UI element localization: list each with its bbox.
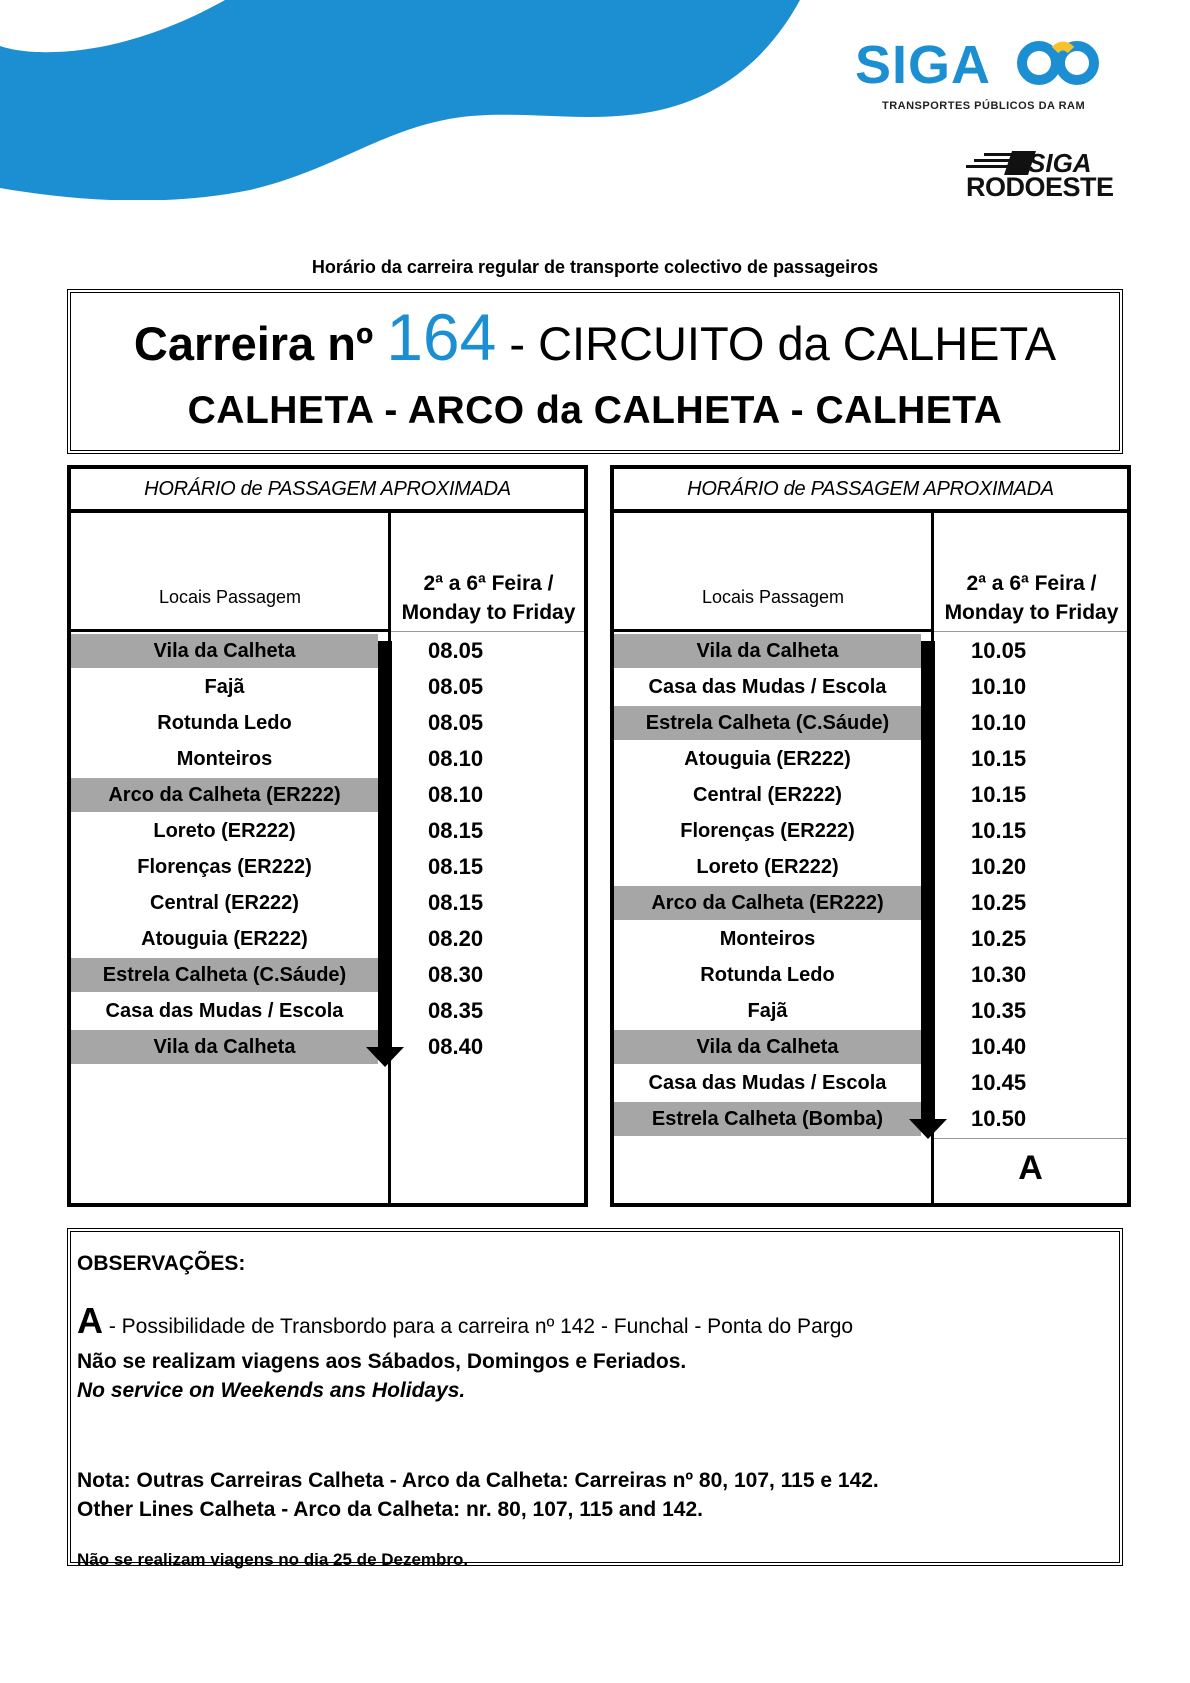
header-wave-decoration	[0, 0, 800, 200]
timetable-row	[71, 1029, 584, 1065]
stop-name: Monteiros	[176, 748, 273, 770]
timetable-row	[614, 1029, 1127, 1065]
stop-time: 08.05	[428, 638, 484, 663]
observations-box	[67, 1228, 1123, 1569]
timetable-row	[614, 813, 1127, 849]
stop-time: 10.10	[971, 674, 1027, 699]
column-header-weekdays-en: Monday to Friday	[401, 601, 576, 624]
timetable-row	[614, 1101, 1127, 1137]
observation-note-a	[77, 1300, 853, 1342]
siga-logo	[855, 34, 1105, 114]
stop-name: Fajã	[747, 1000, 788, 1022]
timetable-row	[614, 993, 1127, 1029]
stop-time: 10.15	[971, 818, 1027, 843]
timetable-row	[71, 669, 584, 705]
stop-time: 10.45	[971, 1070, 1027, 1095]
note-a-text: - Possibilidade de Transbordo para a carreira nº 142 - Funchal - Ponta do Pargo	[103, 1315, 854, 1338]
timetable-rows	[614, 633, 1127, 1187]
stop-name: Central (ER222)	[693, 784, 842, 806]
stop-time: 08.10	[428, 782, 484, 807]
timetable-row	[614, 921, 1127, 957]
timetable-panel-morning	[67, 465, 588, 1207]
no-service-notice-en: No service on Weekends ans Holidays.	[77, 1379, 466, 1402]
other-lines-note-pt: Nota: Outras Carreiras Calheta - Arco da Calheta: Carreiras nº 80, 107, 115 e 142.	[77, 1469, 879, 1492]
stop-name: Rotunda Ledo	[157, 712, 292, 734]
stop-time: 10.15	[971, 782, 1027, 807]
stop-name: Vila da Calheta	[71, 1030, 378, 1064]
header-divider-thin	[391, 631, 584, 632]
stop-time: 10.25	[971, 890, 1027, 915]
stop-name: Arco da Calheta (ER222)	[71, 778, 378, 812]
stop-time: 08.35	[428, 998, 484, 1023]
stop-time: 08.05	[428, 674, 484, 699]
stop-time: 10.25	[971, 926, 1027, 951]
route-title	[71, 299, 1119, 375]
stop-time: 10.15	[971, 746, 1027, 771]
timetable-header: HORÁRIO de PASSAGEM APROXIMADA	[614, 469, 1127, 513]
stop-name: Monteiros	[719, 928, 816, 950]
column-header-locations: Locais Passagem	[701, 587, 845, 607]
timetable-row	[614, 633, 1127, 669]
timetable-row	[614, 957, 1127, 993]
route-title-box	[67, 289, 1123, 454]
observations-title: OBSERVAÇÕES:	[77, 1252, 246, 1275]
timetable-row	[614, 669, 1127, 705]
route-stops-summary: CALHETA - ARCO da CALHETA - CALHETA	[187, 389, 1003, 432]
stop-name: Florenças (ER222)	[680, 820, 855, 842]
footnote-marker: A	[1018, 1149, 1043, 1187]
siga-logo-icon	[1015, 40, 1105, 86]
stop-name: Estrela Calheta (Bomba)	[614, 1102, 921, 1136]
timetable-row	[71, 741, 584, 777]
rodoeste-logo	[966, 148, 1114, 202]
timetable-row	[71, 885, 584, 921]
timetable-row	[71, 633, 584, 669]
siga-logo-tagline: TRANSPORTES PÚBLICOS DA RAM	[882, 100, 1086, 112]
timetable-row	[71, 813, 584, 849]
header-divider	[614, 629, 932, 632]
stop-name: Florenças (ER222)	[137, 856, 312, 878]
stop-time: 10.30	[971, 962, 1027, 987]
rodoeste-logo-wordmark: RODOESTE	[966, 172, 1114, 202]
footnote-divider	[934, 1138, 1127, 1139]
stop-time: 08.15	[428, 854, 484, 879]
direction-arrow-icon	[366, 1047, 404, 1067]
stop-time: 08.30	[428, 962, 484, 987]
direction-arrow-icon	[909, 1119, 947, 1139]
timetable-row	[614, 777, 1127, 813]
stop-time: 10.05	[971, 638, 1027, 663]
timetable-row	[71, 921, 584, 957]
timetable-row	[71, 957, 584, 993]
column-header-locations: Locais Passagem	[158, 587, 302, 607]
stop-name: Vila da Calheta	[71, 634, 378, 668]
stop-time: 10.20	[971, 854, 1027, 879]
column-header-weekdays	[936, 569, 1127, 627]
timetable-row	[71, 705, 584, 741]
timetable-rows	[71, 633, 584, 1065]
siga-logo-wordmark: SIGA	[855, 35, 992, 95]
stop-time: 08.20	[428, 926, 484, 951]
direction-arrow-shaft	[378, 641, 392, 1047]
route-title-prefix: Carreira nº	[133, 317, 374, 370]
stop-name: Estrela Calheta (C.Sáude)	[71, 958, 378, 992]
column-header-weekdays-pt: 2ª a 6ª Feira /	[966, 572, 1097, 595]
stop-time: 10.35	[971, 998, 1027, 1023]
stop-name: Vila da Calheta	[614, 1030, 921, 1064]
stop-time: 10.40	[971, 1034, 1027, 1059]
timetable-row	[614, 705, 1127, 741]
timetable-row	[614, 741, 1127, 777]
stop-name: Rotunda Ledo	[700, 964, 835, 986]
stop-time: 08.05	[428, 710, 484, 735]
timetable-row	[614, 885, 1127, 921]
timetable-row	[71, 849, 584, 885]
stop-time: 10.10	[971, 710, 1027, 735]
stop-time: 08.10	[428, 746, 484, 771]
stop-name: Estrela Calheta (C.Sáude)	[614, 706, 921, 740]
timetable-row	[614, 849, 1127, 885]
header-divider	[71, 629, 389, 632]
timetable-row	[614, 1065, 1127, 1101]
column-header-weekdays-pt: 2ª a 6ª Feira /	[423, 572, 554, 595]
stop-name: Casa das Mudas / Escola	[105, 1000, 344, 1022]
route-title-suffix: - CIRCUITO da CALHETA	[509, 317, 1057, 370]
timetable-panel-late-morning	[610, 465, 1131, 1207]
header-divider-thin	[934, 631, 1127, 632]
no-service-notice-pt: Não se realizam viagens aos Sábados, Domingos e Feriados.	[77, 1350, 687, 1373]
stop-name: Loreto (ER222)	[153, 820, 296, 842]
rodoeste-logo-siga: SIGA	[1028, 148, 1092, 178]
stop-time: 08.15	[428, 818, 484, 843]
stop-name: Casa das Mudas / Escola	[648, 1072, 887, 1094]
timetable-row	[71, 993, 584, 1029]
other-lines-note-en: Other Lines Calheta - Arco da Calheta: nr. 80, 107, 115 and 142.	[77, 1498, 703, 1521]
stop-name: Casa das Mudas / Escola	[648, 676, 887, 698]
route-number: 164	[386, 300, 497, 374]
stop-name: Arco da Calheta (ER222)	[614, 886, 921, 920]
stop-time: 08.40	[428, 1034, 484, 1059]
timetable-header: HORÁRIO de PASSAGEM APROXIMADA	[71, 469, 584, 513]
document-subtitle: Horário da carreira regular de transporte colectivo de passageiros	[311, 257, 879, 277]
stop-name: Atouguia (ER222)	[684, 748, 851, 770]
stop-name: Atouguia (ER222)	[141, 928, 308, 950]
column-header-weekdays	[393, 569, 584, 627]
stop-name: Central (ER222)	[150, 892, 299, 914]
note-a-letter: A	[77, 1300, 103, 1341]
timetable-row	[71, 777, 584, 813]
column-header-weekdays-en: Monday to Friday	[944, 601, 1119, 624]
stop-time: 10.50	[971, 1106, 1027, 1131]
stop-time: 08.15	[428, 890, 484, 915]
stop-name: Loreto (ER222)	[696, 856, 839, 878]
stop-name: Fajã	[204, 676, 245, 698]
direction-arrow-shaft	[921, 641, 935, 1119]
christmas-notice: Não se realizam viagens no dia 25 de Dezembro.	[77, 1550, 469, 1569]
stop-name: Vila da Calheta	[614, 634, 921, 668]
